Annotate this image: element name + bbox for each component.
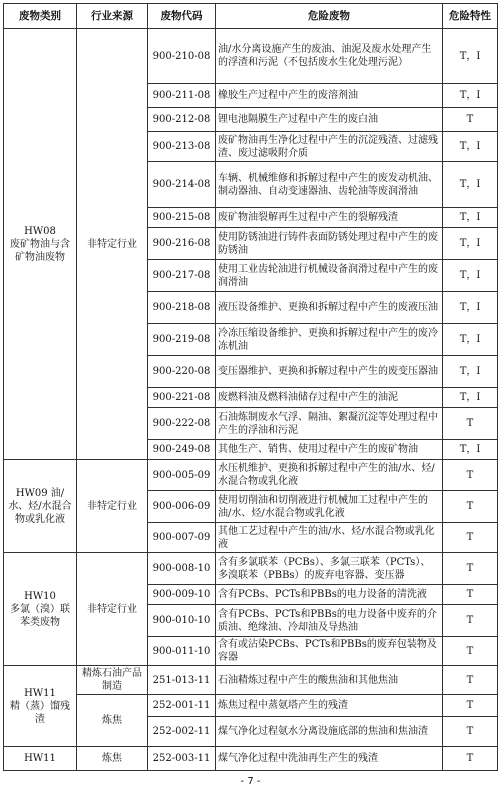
waste-description-cell: 使用防锈油进行铸件表面防锈处理过程中产生的废防锈油 <box>216 228 443 260</box>
waste-description-cell: 石油精炼过程中产生的酸焦油和其他焦油 <box>216 666 443 695</box>
waste-code-cell: 900-218-08 <box>148 292 216 324</box>
waste-description-cell: 炼焦过程中蒸氨塔产生的残渣 <box>216 695 443 717</box>
hazard-property-cell: T <box>443 637 498 666</box>
hazard-property-cell: T <box>443 747 498 771</box>
industry-source-cell: 精炼石油产品制造 <box>77 666 148 695</box>
hazard-property-cell: T <box>443 553 498 585</box>
hazard-property-cell: T <box>443 460 498 491</box>
hazard-property-cell: T <box>443 491 498 523</box>
waste-description-cell: 水压机维护、更换和拆解过程中产生的油/水、烃/水混合物或乳化液 <box>216 460 443 491</box>
waste-description-cell: 含有PCBs、PCTs和PBBs的电力设备的清洗液 <box>216 585 443 605</box>
waste-code-cell: 900-219-08 <box>148 324 216 356</box>
waste-code-cell: 900-221-08 <box>148 388 216 408</box>
table-row <box>4 666 498 695</box>
waste-description-cell: 其他生产、销售、使用过程中产生的废矿物油 <box>216 440 443 460</box>
waste-description-cell: 使用工业齿轮油进行机械设备润滑过程中产生的废润滑油 <box>216 260 443 292</box>
table-row <box>4 460 498 491</box>
waste-code-cell: 900-010-10 <box>148 605 216 637</box>
table-row <box>4 747 498 771</box>
waste-description-cell: 锂电池隔膜生产过程中产生的废白油 <box>216 108 443 132</box>
waste-description-cell: 废矿物油裂解再生过程中产生的裂解残渣 <box>216 208 443 228</box>
hazard-property-cell: T <box>443 585 498 605</box>
waste-category-cell: HW09 油/水、烃/水混合物或乳化液 <box>4 460 77 553</box>
header-category: 废物类别 <box>4 4 77 29</box>
waste-code-cell: 900-215-08 <box>148 208 216 228</box>
waste-code-cell: 252-003-11 <box>148 747 216 771</box>
waste-category-cell: HW10 多氯（溴）联苯类废物 <box>4 553 77 666</box>
hazard-property-cell: T，I <box>443 29 498 84</box>
hazard-property-cell: T，I <box>443 356 498 388</box>
hazard-property-cell: T，I <box>443 228 498 260</box>
waste-description-cell: 变压器维护、更换和拆解过程中产生的废变压器油 <box>216 356 443 388</box>
table-body <box>4 29 498 771</box>
waste-code-cell: 900-008-10 <box>148 553 216 585</box>
waste-description-cell: 煤气净化过程氨水分离设施底部的焦油和焦油渣 <box>216 717 443 747</box>
header-hazard: 危险特性 <box>443 4 498 29</box>
waste-description-cell: 含有多氯联苯（PCBs）、多氯三联苯（PCTs）、多溴联苯（PBBs）的废弃电容器、变压器 <box>216 553 443 585</box>
hazard-property-cell: T <box>443 108 498 132</box>
hazard-property-cell: T，I <box>443 208 498 228</box>
table-row <box>4 29 498 84</box>
hazard-property-cell: T <box>443 695 498 717</box>
waste-category-cell: HW11 精（蒸）馏残渣 <box>4 666 77 747</box>
hazard-property-cell: T，I <box>443 388 498 408</box>
waste-description-cell: 冷冻压缩设备维护、更换和拆解过程中产生的废冷冻机油 <box>216 324 443 356</box>
waste-code-cell: 900-007-09 <box>148 523 216 553</box>
waste-code-cell: 900-011-10 <box>148 637 216 666</box>
waste-description-cell: 石油炼制废水气浮、隔油、絮凝沉淀等处理过程中产生的浮油和污泥 <box>216 408 443 440</box>
industry-source-cell: 炼焦 <box>77 695 148 747</box>
table-header-row <box>4 4 498 29</box>
waste-category-cell: HW11 <box>4 747 77 771</box>
waste-category-cell: HW08 废矿物油与含矿物油废物 <box>4 29 77 460</box>
waste-code-cell: 900-006-09 <box>148 491 216 523</box>
waste-code-cell: 900-009-10 <box>148 585 216 605</box>
waste-description-cell: 使用切削油和切削液进行机械加工过程中产生的油/水、烃/水混合物或乳化液 <box>216 491 443 523</box>
hazard-property-cell: T，I <box>443 292 498 324</box>
hazard-property-cell: T，I <box>443 324 498 356</box>
waste-description-cell: 含有PCBs、PCTs和PBBs的电力设备中废弃的介质油、绝缘油、冷却油及导热油 <box>216 605 443 637</box>
waste-description-cell: 油/水分离设施产生的废油、油泥及废水处理产生的浮渣和污泥（不包括废水生化处理污泥） <box>216 29 443 84</box>
waste-code-cell: 900-249-08 <box>148 440 216 460</box>
waste-description-cell: 车辆、机械维修和拆解过程中产生的废发动机油、制动器油、自动变速器油、齿轮油等废润滑油 <box>216 162 443 208</box>
waste-description-cell: 含有或沾染PCBs、PCTs和PBBs的废弃包装物及容器 <box>216 637 443 666</box>
hazard-property-cell: T，I <box>443 440 498 460</box>
hazardous-waste-table <box>3 3 498 771</box>
header-code: 废物代码 <box>148 4 216 29</box>
waste-code-cell: 252-001-11 <box>148 695 216 717</box>
waste-description-cell: 废矿物油再生净化过程中产生的沉淀残渣、过滤残渣、废过滤吸附介质 <box>216 132 443 162</box>
industry-source-cell: 非特定行业 <box>77 460 148 553</box>
waste-description-cell: 其他工艺过程中产生的油/水、烃/水混合物或乳化液 <box>216 523 443 553</box>
waste-code-cell: 900-211-08 <box>148 84 216 108</box>
hazard-property-cell: T，I <box>443 84 498 108</box>
waste-description-cell: 液压设备维护、更换和拆解过程中产生的废液压油 <box>216 292 443 324</box>
header-waste: 危险废物 <box>216 4 443 29</box>
hazard-property-cell: T，I <box>443 162 498 208</box>
hazard-property-cell: T <box>443 666 498 695</box>
waste-code-cell: 900-217-08 <box>148 260 216 292</box>
industry-source-cell: 非特定行业 <box>77 553 148 666</box>
waste-description-cell: 煤气净化过程中洗油再生产生的残渣 <box>216 747 443 771</box>
hazard-property-cell: T，I <box>443 260 498 292</box>
waste-code-cell: 900-213-08 <box>148 132 216 162</box>
waste-code-cell: 900-216-08 <box>148 228 216 260</box>
waste-code-cell: 252-002-11 <box>148 717 216 747</box>
hazard-property-cell: T <box>443 523 498 553</box>
waste-description-cell: 橡胶生产过程中产生的废溶剂油 <box>216 84 443 108</box>
waste-code-cell: 900-210-08 <box>148 29 216 84</box>
waste-code-cell: 900-212-08 <box>148 108 216 132</box>
hazard-property-cell: T <box>443 717 498 747</box>
hazard-property-cell: T <box>443 605 498 637</box>
page-number: - 7 - <box>240 776 261 787</box>
waste-code-cell: 900-222-08 <box>148 408 216 440</box>
table-row <box>4 695 498 717</box>
header-industry: 行业来源 <box>77 4 148 29</box>
waste-code-cell: 900-220-08 <box>148 356 216 388</box>
waste-code-cell: 900-005-09 <box>148 460 216 491</box>
table-row <box>4 553 498 585</box>
hazard-property-cell: T，I <box>443 132 498 162</box>
hazard-property-cell: T <box>443 408 498 440</box>
waste-code-cell: 900-214-08 <box>148 162 216 208</box>
waste-description-cell: 废燃料油及燃料油储存过程中产生的油泥 <box>216 388 443 408</box>
industry-source-cell: 非特定行业 <box>77 29 148 460</box>
industry-source-cell: 炼焦 <box>77 747 148 771</box>
waste-code-cell: 251-013-11 <box>148 666 216 695</box>
